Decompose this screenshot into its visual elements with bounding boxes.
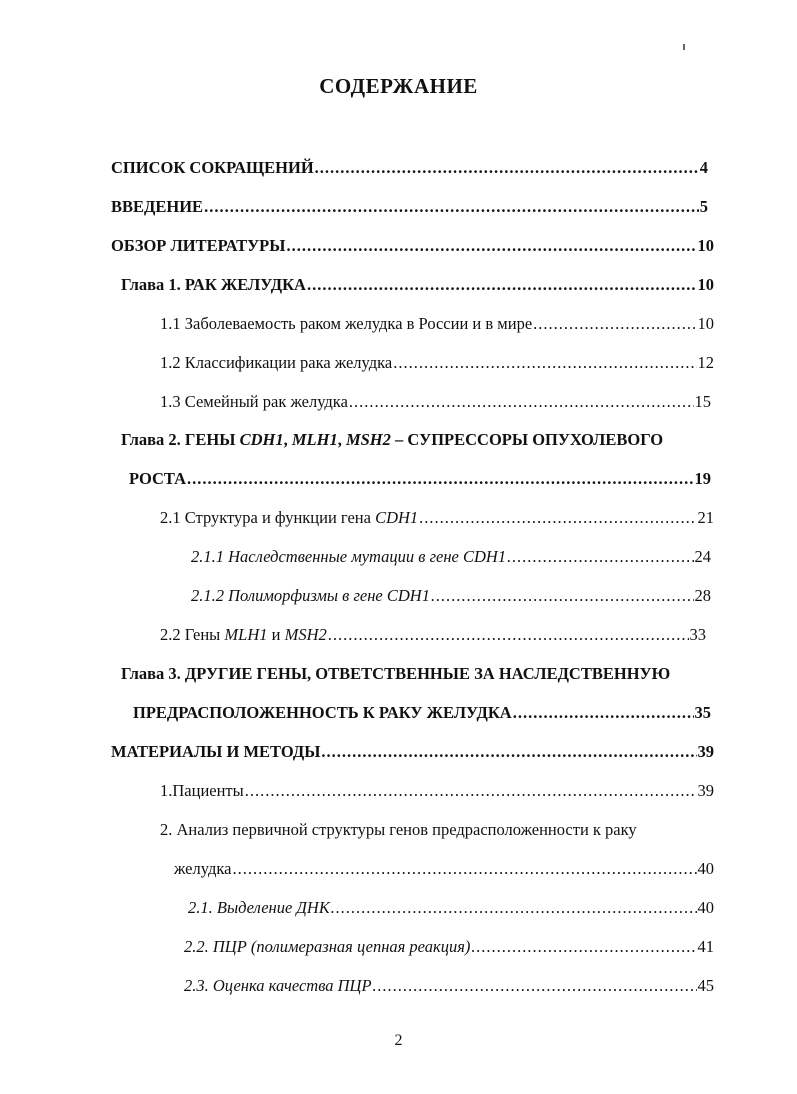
toc-entry-label: ВВЕДЕНИЕ (111, 197, 204, 216)
toc-entry-abbreviations[interactable] (111, 157, 708, 179)
page-title: СОДЕРЖАНИЕ (319, 74, 478, 98)
separator: , (337, 430, 346, 449)
gene-name: CDH1 (239, 430, 284, 449)
toc-page-number: 12 (697, 353, 714, 372)
toc-entry-text: и (267, 625, 285, 644)
toc-dot-leader (315, 157, 699, 179)
toc-entry-label (160, 507, 418, 529)
toc-page-number: 28 (694, 586, 711, 605)
toc-entry-label: 1.Пациенты (160, 781, 244, 800)
toc-entry-label: Глава 2. ГЕНЫ (121, 430, 240, 449)
toc-page-number: 39 (697, 781, 714, 800)
gene-name: MLH1 (291, 430, 338, 449)
toc-entry-section-2-2[interactable] (160, 624, 706, 646)
toc-dot-leader (533, 313, 696, 335)
toc-page-number: 35 (694, 703, 711, 722)
toc-entry-section-1-2[interactable] (160, 352, 714, 374)
toc-entry-section-1-1[interactable] (160, 313, 714, 335)
toc-dot-leader (419, 507, 696, 529)
toc-dot-leader (286, 235, 696, 257)
toc-entry-chapter-3-line-1[interactable]: Глава 3. ДРУГИЕ ГЕНЫ, ОТВЕТСТВЕННЫЕ ЗА НАСЛЕДСТВЕННУЮ (121, 664, 671, 683)
toc-entry-label: 2.1. Выделение ДНК (188, 898, 330, 917)
toc-page-number: 33 (689, 625, 706, 644)
toc-entry-analysis-line-1[interactable]: 2. Анализ первичной структуры генов предрасположенности к раку (160, 820, 637, 839)
toc-entry-patients[interactable] (160, 780, 714, 802)
toc-entry-label (160, 624, 327, 646)
toc-dot-leader (373, 975, 697, 997)
scan-speck (683, 44, 685, 50)
toc-entry-label-suffix: – СУПРЕССОРЫ ОПУХОЛЕВОГО (390, 430, 664, 449)
toc-dot-leader (307, 274, 697, 296)
toc-page-number: 5 (699, 197, 708, 216)
toc-page-number: 15 (694, 392, 711, 411)
toc-entry-label: желудка (174, 859, 232, 878)
toc-dot-leader (507, 546, 693, 568)
separator: , (283, 430, 292, 449)
toc-dot-leader (393, 352, 696, 374)
gene-name: MLH1 (224, 625, 268, 644)
toc-entry-label: 2.2. ПЦР (полимеразная цепная реакция) (184, 937, 471, 956)
toc-page-number: 10 (697, 275, 714, 294)
toc-page-number: 19 (694, 469, 711, 488)
toc-dot-leader (513, 702, 694, 724)
toc-page-number: 21 (697, 508, 714, 527)
toc-dot-leader (245, 780, 697, 802)
toc-entry-text: 2.1 Структура и функции гена (160, 508, 376, 527)
page-number: 2 (394, 1032, 403, 1049)
toc-dot-leader (431, 585, 694, 607)
toc-entry-label: 2.3. Оценка качества ПЦР (184, 976, 372, 995)
toc-entry-section-1-3[interactable] (160, 391, 711, 413)
toc-entry-label: СПИСОК СОКРАЩЕНИЙ (111, 158, 314, 177)
toc-dot-leader (321, 741, 696, 763)
toc-entry-chapter-2-line-1[interactable] (121, 429, 663, 451)
toc-entry-label: Глава 1. РАК ЖЕЛУДКА (121, 275, 306, 294)
toc-dot-leader (187, 468, 693, 490)
toc-page-number: 10 (697, 314, 714, 333)
toc-entry-introduction[interactable] (111, 196, 708, 218)
toc-entry-label: 1.3 Семейный рак желудка (160, 392, 348, 411)
toc-entry-text: 2.2 Гены (160, 625, 225, 644)
toc-page-number: 45 (697, 976, 714, 995)
toc-entry-label: 2.1.1 Наследственные мутации в гене CDH1 (191, 547, 507, 566)
toc-page-number: 41 (697, 937, 714, 956)
toc-page-number: 40 (697, 898, 714, 917)
toc-entry-chapter-2-line-2[interactable] (129, 468, 711, 490)
toc-dot-leader (204, 196, 699, 218)
gene-name: MSH2 (345, 430, 391, 449)
toc-entry-pcr[interactable] (184, 936, 714, 958)
toc-entry-label: ОБЗОР ЛИТЕРАТУРЫ (111, 236, 286, 255)
toc-page-number: 24 (694, 547, 711, 566)
toc-entry-literature-review[interactable] (111, 235, 714, 257)
toc-entry-label: ПРЕДРАСПОЛОЖЕННОСТЬ К РАКУ ЖЕЛУДКА (133, 703, 512, 722)
toc-entry-dna-isolation[interactable] (188, 897, 714, 919)
toc-page-number: 40 (697, 859, 714, 878)
toc-entry-pcr-quality[interactable] (184, 975, 714, 997)
toc-entry-chapter-3-line-2[interactable] (133, 702, 711, 724)
gene-name: CDH1 (375, 508, 419, 527)
toc-dot-leader (232, 858, 696, 880)
toc-page-number: 10 (697, 236, 714, 255)
toc-entry-section-2-1-1[interactable] (191, 546, 711, 568)
toc-entry-label: 1.2 Классификации рака желудка (160, 353, 393, 372)
toc-dot-leader (328, 624, 689, 646)
toc-dot-leader (471, 936, 696, 958)
toc-entry-chapter-1[interactable] (121, 274, 714, 296)
toc-entry-analysis-line-2[interactable] (174, 858, 714, 880)
toc-dot-leader (349, 391, 694, 413)
toc-page-number: 4 (699, 158, 708, 177)
toc-entry-materials-methods[interactable] (111, 741, 714, 763)
toc-entry-section-2-1-2[interactable] (191, 585, 711, 607)
toc-entry-label: МАТЕРИАЛЫ И МЕТОДЫ (111, 742, 321, 761)
gene-name: MSH2 (284, 625, 327, 644)
toc-entry-label: 2.1.2 Полиморфизмы в гене CDH1 (191, 586, 430, 605)
toc-entry-label: РОСТА (129, 469, 187, 488)
toc-dot-leader (331, 897, 697, 919)
toc-page-number: 39 (697, 742, 714, 761)
toc-entry-section-2-1[interactable] (160, 507, 714, 529)
toc-entry-label: 1.1 Заболеваемость раком желудка в России и в мире (160, 314, 533, 333)
